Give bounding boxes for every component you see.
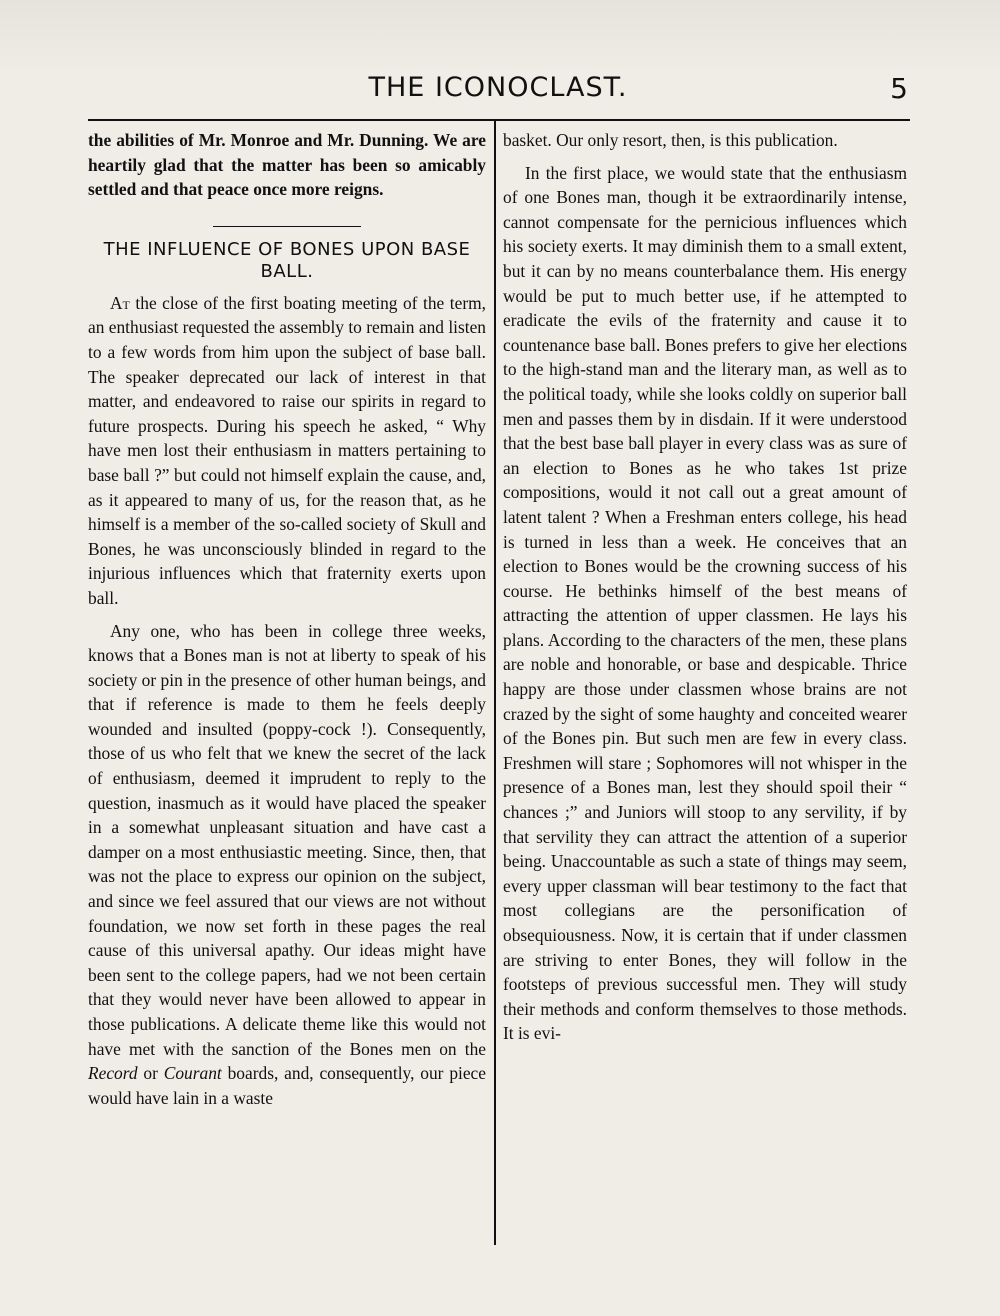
bleed-through-area: [0, 0, 1000, 70]
paragraph-2-text-a: Any one, who has been in college three weeks, knows that a Bones man is not at liberty to speak of his society or pin in the presence of other human beings, and that if reference is made to them he feels deeply wounded and insulted (poppy-cock !). Consequently, those of us who felt that we knew the secret of the lack of enthusiasm, deemed it imprudent to reply to the question, inasmuch as it would have placed the speaker in a somewhat unpleasant situation and have cast a damper on a most enthusiastic meeting. Since, then, that was not the place to express our opinion on the subject, and since we feel assured that our views are not without foundation, we now set forth in these pages the real cause of this universal apathy. Our ideas might have been sent to the college papers, had we not been certain that they would never have been allowed to appear in those publications. A delicate theme like this would not have met with the sanction of the Bones men on the: [88, 620, 486, 1059]
paragraph-continued: basket. Our only resort, then, is this publication.: [503, 130, 838, 150]
journal-title: THE ICONOCLAST.: [368, 72, 628, 103]
paragraph-1-lead: At: [110, 292, 130, 313]
left-column: [88, 128, 486, 1110]
header-rule: [88, 119, 910, 121]
paragraph-1: [88, 291, 486, 611]
paragraph-2-or: or: [137, 1063, 164, 1084]
right-column: [503, 128, 907, 1046]
paragraph-1-text: the close of the first boating meeting of the term, an enthusiast requested the assembly to remain and listen to a few words from him upon the subject of base ball. The speaker deprecated our lack of interest in that matter, and endeavored to raise our spirits in regard to future prospects. During his speech he asked, “ Why have men lost their enthusiasm in matters pertaining to base ball ?” but could not himself explain the cause, and, as it appeared to many of us, for the reason that, as he himself is a member of the so-called society of Skull and Bones, he was unconsciously blinded in regard to the injurious influences which that fraternity exerts upon ball.: [88, 292, 486, 608]
page-number: 5: [890, 72, 908, 105]
paragraph-2-text-b: boards, and, consequently, our piece would have lain in a waste: [88, 1063, 486, 1108]
paragraph-2: [88, 619, 486, 1111]
courant-title: Courant: [163, 1063, 222, 1084]
paragraph-3: In the first place, we would state that the enthusiasm of one Bones man, though it be extraordinarily intense, cannot compensate for the pernicious influences which his society exerts. It may diminish them to a small extent, but it can by no means counterbalance them. His energy would be put to much better use, if he attempted to eradicate the evils of the fraternity and cause it to countenance base ball. Bones prefers to give her elections to the high-stand man and the literary man, as well as to the political toady, while she looks coldly on superior ball men and passes them by in disdain. If it were understood that the best base ball player in every class was as sure of an election to Bones as he who takes 1st prize compositions, would it not call out a great amount of latent talent ? When a Freshman enters college, his head is turned in less than a week. He conceives that an election to Bones would be the crowning success of his course. He bethinks himself of the best means of attracting the attention of upper classmen. He lays his plans. According to the characters of the men, these plans are noble and honorable, or base and despicable. Thrice happy are those under classmen whose brains are not crazed by the sight of some haughty and conceited wearer of the Bones pin. But such men are few in every class. Freshmen will stare ; Sophomores will not whisper in the presence of a Bones man, lest they should spoil their “ chances ;” and Juniors will stoop to any servility, if by that servility they can attract the attention of a superior being. Unaccountable as such a state of things may seem, every upper classman will bear testimony to the fact that most collegians are the personification of obsequiousness. Now, it is certain that if under classmen are striving to enter Bones, they will follow in the footsteps of previous successful men. They will study their methods and conform themselves to those methods. It is evi-: [503, 162, 907, 1044]
running-header: [88, 72, 908, 112]
article-title: THE INFLUENCE OF BONES UPON BASE BALL.: [103, 238, 471, 282]
record-title: Record: [88, 1063, 138, 1084]
article-separator: [213, 226, 361, 227]
column-divider: [494, 120, 496, 1245]
previous-article-ending: the abilities of Mr. Monroe and Mr. Dunning. We are heartily glad that the matter has been so amicably settled and that peace once more reigns.: [88, 130, 486, 200]
